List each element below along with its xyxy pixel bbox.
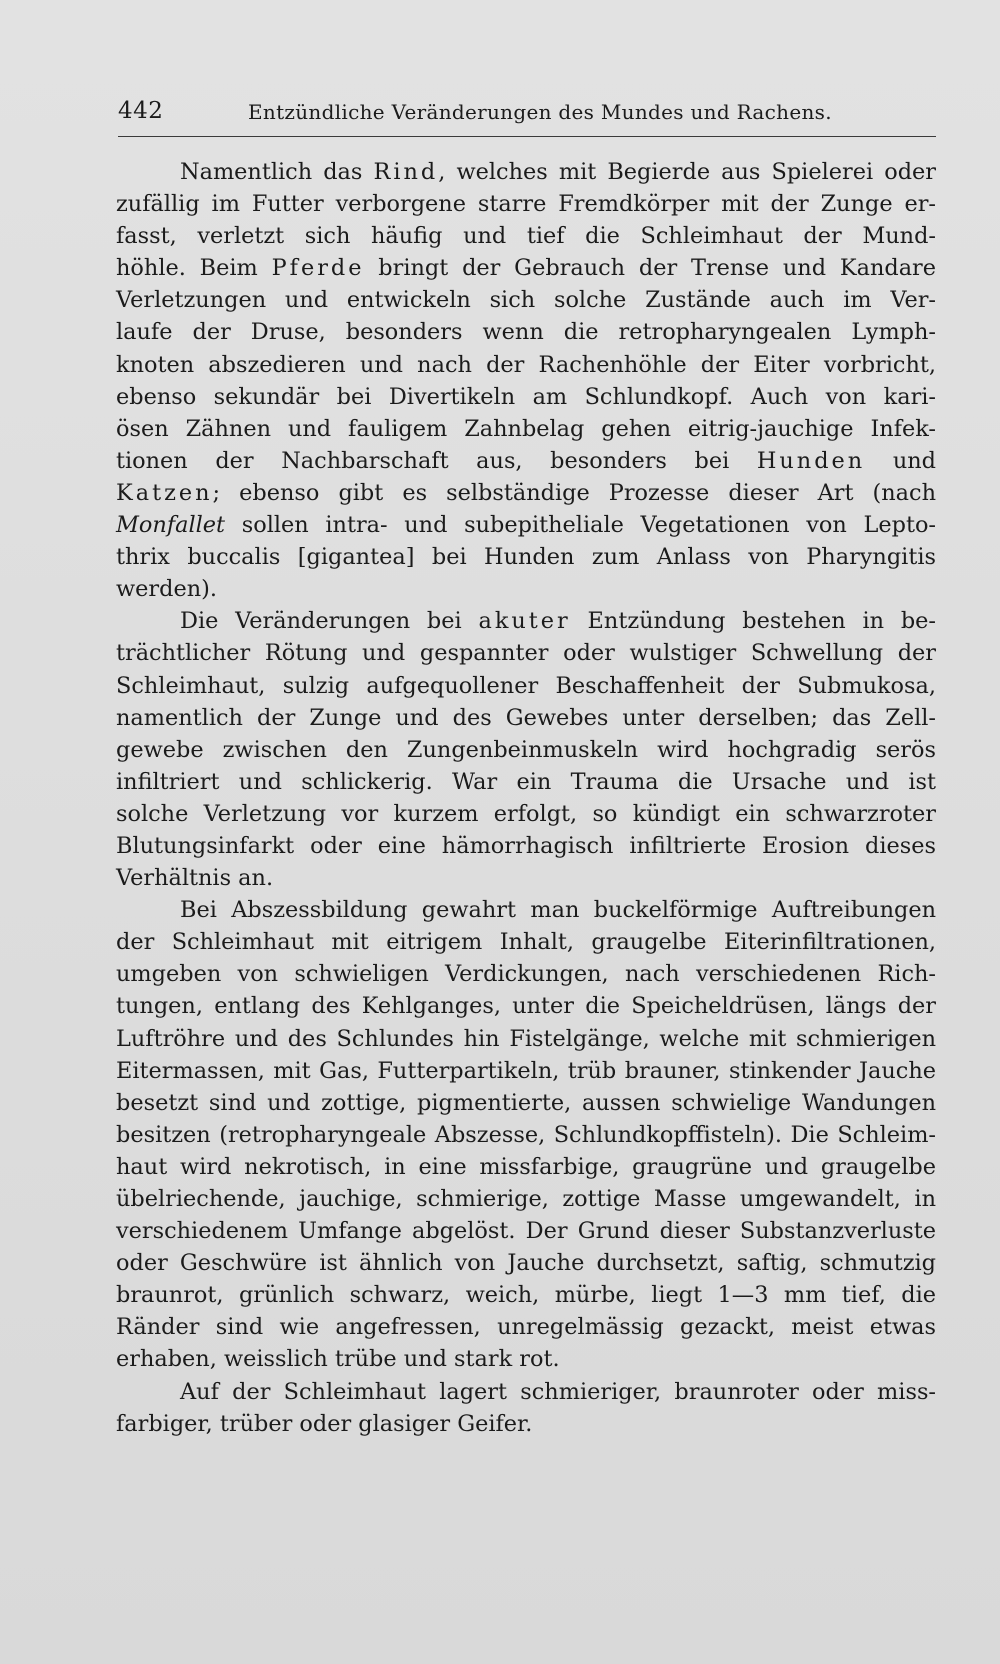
text-line: Namentlich das Rind, welches mit Begierde aus Spielerei oder (180, 159, 936, 185)
text-line: besitzen (retropharyngeale Abszesse, Schlundkopffisteln). Die Schleim- (116, 1121, 936, 1148)
text-line: tungen, entlang des Kehlganges, unter die Speicheldrüsen, längs der (116, 993, 936, 1020)
text-line: infiltriert und schlickerig. War ein Trauma die Ursache und ist (116, 768, 936, 795)
text-line: erhaben, weisslich trübe und stark rot. (116, 1346, 560, 1373)
text-line: der Schleimhaut mit eitrigem Inhalt, graugelbe Eiterinfiltrationen, (116, 929, 936, 956)
text-line: solche Verletzung vor kurzem erfolgt, so kündigt ein schwarzroter (116, 800, 936, 827)
text-line: Katzen; ebenso gibt es selbständige Prozesse dieser Art (nach (116, 479, 936, 506)
text-line: Ränder sind wie angefressen, unregelmässig gezackt, meist etwas (116, 1314, 936, 1341)
text-line: haut wird nekrotisch, in eine missfarbige, graugrüne und graugelbe (116, 1153, 936, 1180)
text-line: trächtlicher Rötung und gespannter oder wulstiger Schwellung der (116, 640, 936, 667)
text-line: Monfallet sollen intra- und subepitheliale Vegetationen von Lepto- (116, 512, 936, 539)
text-line: gewebe zwischen den Zungenbeinmuskeln wird hochgradig serös (116, 736, 936, 763)
text-line: besetzt sind und zottige, pigmentierte, aussen schwielige Wandungen (116, 1089, 936, 1116)
text-line: verschiedenem Umfange abgelöst. Der Grund dieser Substanzverluste (116, 1218, 936, 1245)
text-line: umgeben von schwieligen Verdickungen, nach verschiedenen Rich- (116, 961, 936, 988)
text-line: werden). (116, 576, 217, 603)
text-line: namentlich der Zunge und des Gewebes unter derselben; das Zell- (116, 704, 936, 731)
text-line: braunrot, grünlich schwarz, weich, mürbe, liegt 1—3 mm tief, die (116, 1282, 936, 1309)
body-text (116, 156, 936, 1440)
text-line: Schleimhaut, sulzig aufgequollener Beschaffenheit der Submukosa, (116, 672, 936, 699)
text-line: Verhältnis an. (116, 865, 274, 892)
text-line: zufällig im Futter verborgene starre Fremdkörper mit der Zunge er- (116, 191, 936, 218)
text-line: Luftröhre und des Schlundes hin Fistelgänge, welche mit schmierigen (116, 1025, 936, 1052)
text-line: farbiger, trüber oder glasiger Geifer. (116, 1410, 533, 1437)
text-line: höhle. Beim Pferde bringt der Gebrauch der Trense und Kandare (116, 255, 936, 282)
text-line: oder Geschwüre ist ähnlich von Jauche durchsetzt, saftig, schmutzig (116, 1250, 936, 1277)
running-title: Entzündliche Veränderungen des Mundes und Rachens. (248, 100, 832, 124)
text-line: Die Veränderungen bei akuter Entzündung bestehen in be- (180, 608, 936, 635)
text-line: Verletzungen und entwickeln sich solche Zustände auch im Ver- (116, 287, 936, 314)
text-line: tionen der Nachbarschaft aus, besonders bei Hunden und (116, 447, 936, 474)
page-number: 442 (118, 98, 164, 124)
page-header (118, 98, 936, 137)
text-line: fasst, verletzt sich häufig und tief die Schleimhaut der Mund- (116, 223, 936, 250)
text-line: thrix buccalis [gigantea] bei Hunden zum Anlass von Pharyngitis (116, 544, 936, 571)
text-line: laufe der Druse, besonders wenn die retropharyngealen Lymph- (116, 319, 936, 346)
text-line: Bei Abszessbildung gewahrt man buckelförmige Auftreibungen (180, 897, 936, 924)
text-line: knoten abszedieren und nach der Rachenhöhle der Eiter vorbricht, (116, 351, 936, 378)
text-line: ösen Zähnen und fauligem Zahnbelag gehen eitrig-jauchige Infek- (116, 415, 936, 442)
text-line: Auf der Schleimhaut lagert schmieriger, braunroter oder miss- (180, 1378, 936, 1405)
text-line: übelriechende, jauchige, schmierige, zottige Masse umgewandelt, in (116, 1186, 936, 1212)
text-line: Blutungsinfarkt oder eine hämorrhagisch infiltrierte Erosion dieses (116, 832, 936, 859)
text-line: Eitermassen, mit Gas, Futterpartikeln, trüb brauner, stinkender Jauche (116, 1057, 936, 1084)
text-line: ebenso sekundär bei Divertikeln am Schlundkopf. Auch von kari- (116, 383, 936, 410)
